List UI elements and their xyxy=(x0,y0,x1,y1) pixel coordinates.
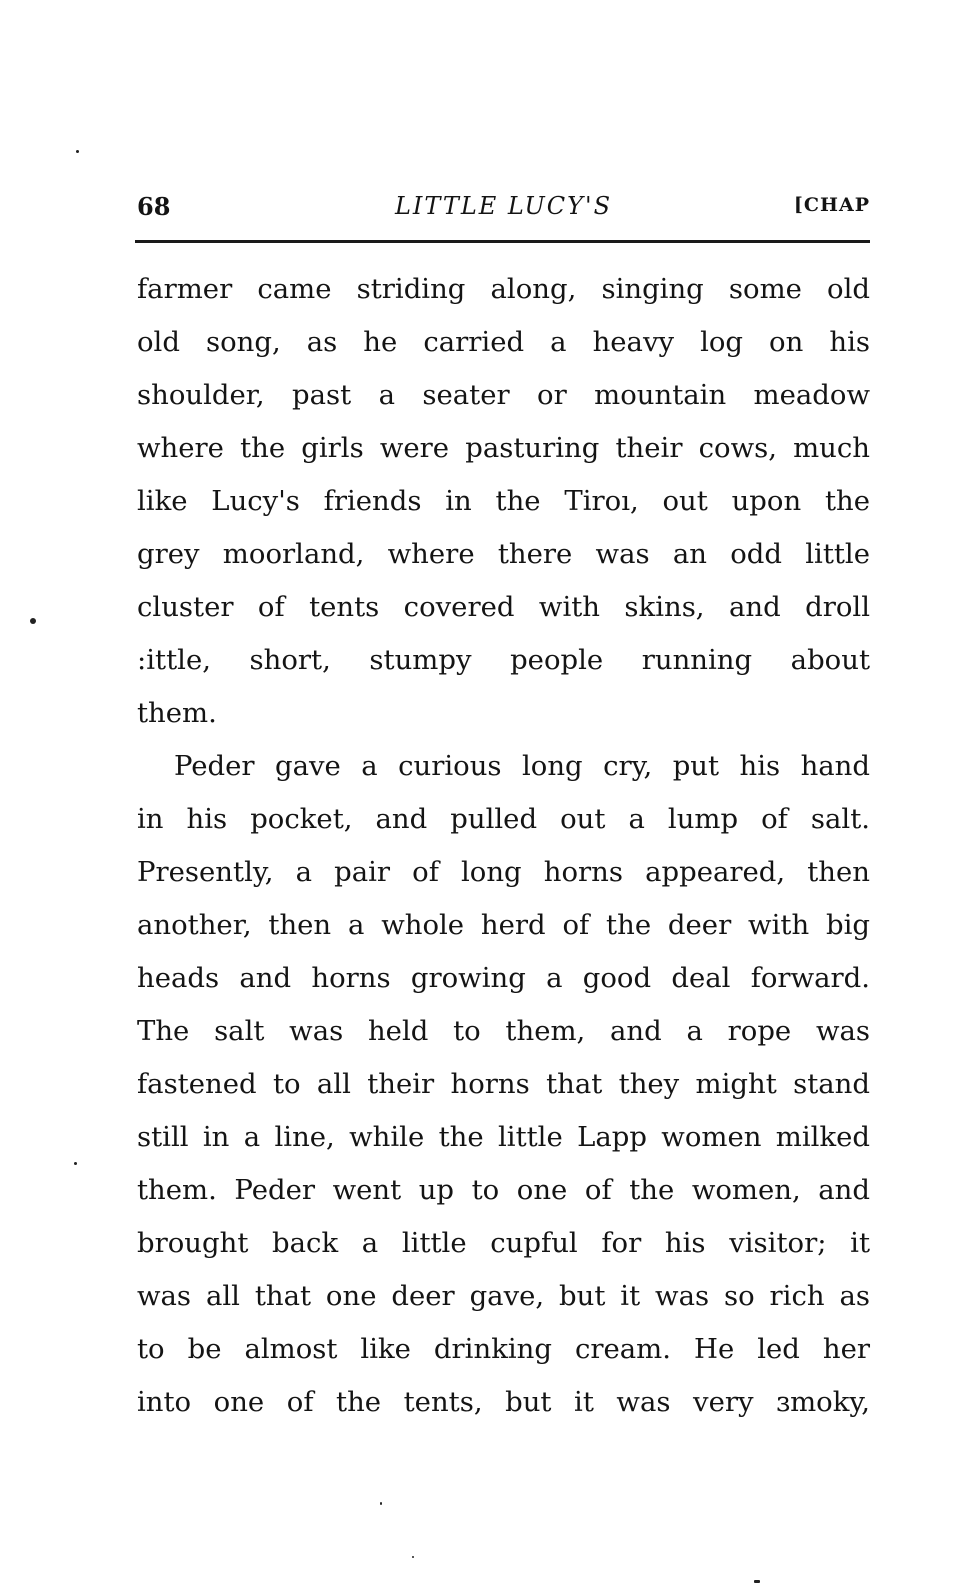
text-line: where the girls were pasturing their cows, much xyxy=(137,432,870,464)
running-head xyxy=(137,192,870,228)
text-line: them. xyxy=(137,697,217,729)
page-number: 68 xyxy=(137,192,171,221)
text-line: heads and horns growing a good deal forward. xyxy=(137,962,870,994)
scan-speck xyxy=(754,1580,760,1583)
text-line: fastened to all their horns that they might stand xyxy=(137,1068,870,1100)
chapter-mark: [CHAP xyxy=(793,194,870,216)
text-line: into one of the tents, but it was very ɜmoky, xyxy=(137,1386,870,1418)
text-line: brought back a little cupful for his visitor; it xyxy=(137,1227,870,1259)
scan-speck xyxy=(30,618,36,624)
text-line: shoulder, past a seater or mountain meadow xyxy=(137,379,870,411)
text-line: to be almost like drinking cream. He led her xyxy=(137,1333,870,1365)
text-line: in his pocket, and pulled out a lump of salt. xyxy=(137,803,870,835)
text-line: cluster of tents covered with skins, and droll xyxy=(137,591,870,623)
text-line: was all that one deer gave, but it was so rich as xyxy=(137,1280,870,1312)
text-line: like Lucy's friends in the Tiroı, out upon the xyxy=(137,485,870,517)
text-line: grey moorland, where there was an odd little xyxy=(137,538,870,570)
text-line: :ittle, short, stumpy people running about xyxy=(137,644,870,676)
scan-speck xyxy=(380,1502,382,1505)
text-line: still in a line, while the little Lapp women milked xyxy=(137,1121,870,1153)
text-line: Presently, a pair of long horns appeared, then xyxy=(137,856,870,888)
paragraph-2 xyxy=(137,740,870,1429)
text-line: Peder gave a curious long cry, put his hand xyxy=(174,750,870,782)
text-line: The salt was held to them, and a rope was xyxy=(137,1015,870,1047)
text-line: another, then a whole herd of the deer with big xyxy=(137,909,870,941)
scan-speck xyxy=(74,1162,77,1165)
text-line: old song, as he carried a heavy log on his xyxy=(137,326,870,358)
header-rule xyxy=(135,240,870,243)
running-title: LITTLE LUCY'S xyxy=(394,192,613,220)
scan-speck xyxy=(76,150,79,153)
text-line: farmer came striding along, singing some old xyxy=(137,273,870,305)
text-line: them. Peder went up to one of the women, and xyxy=(137,1174,870,1206)
paragraph-1 xyxy=(137,263,870,740)
scan-speck xyxy=(412,1556,414,1558)
body-text xyxy=(137,263,870,1429)
